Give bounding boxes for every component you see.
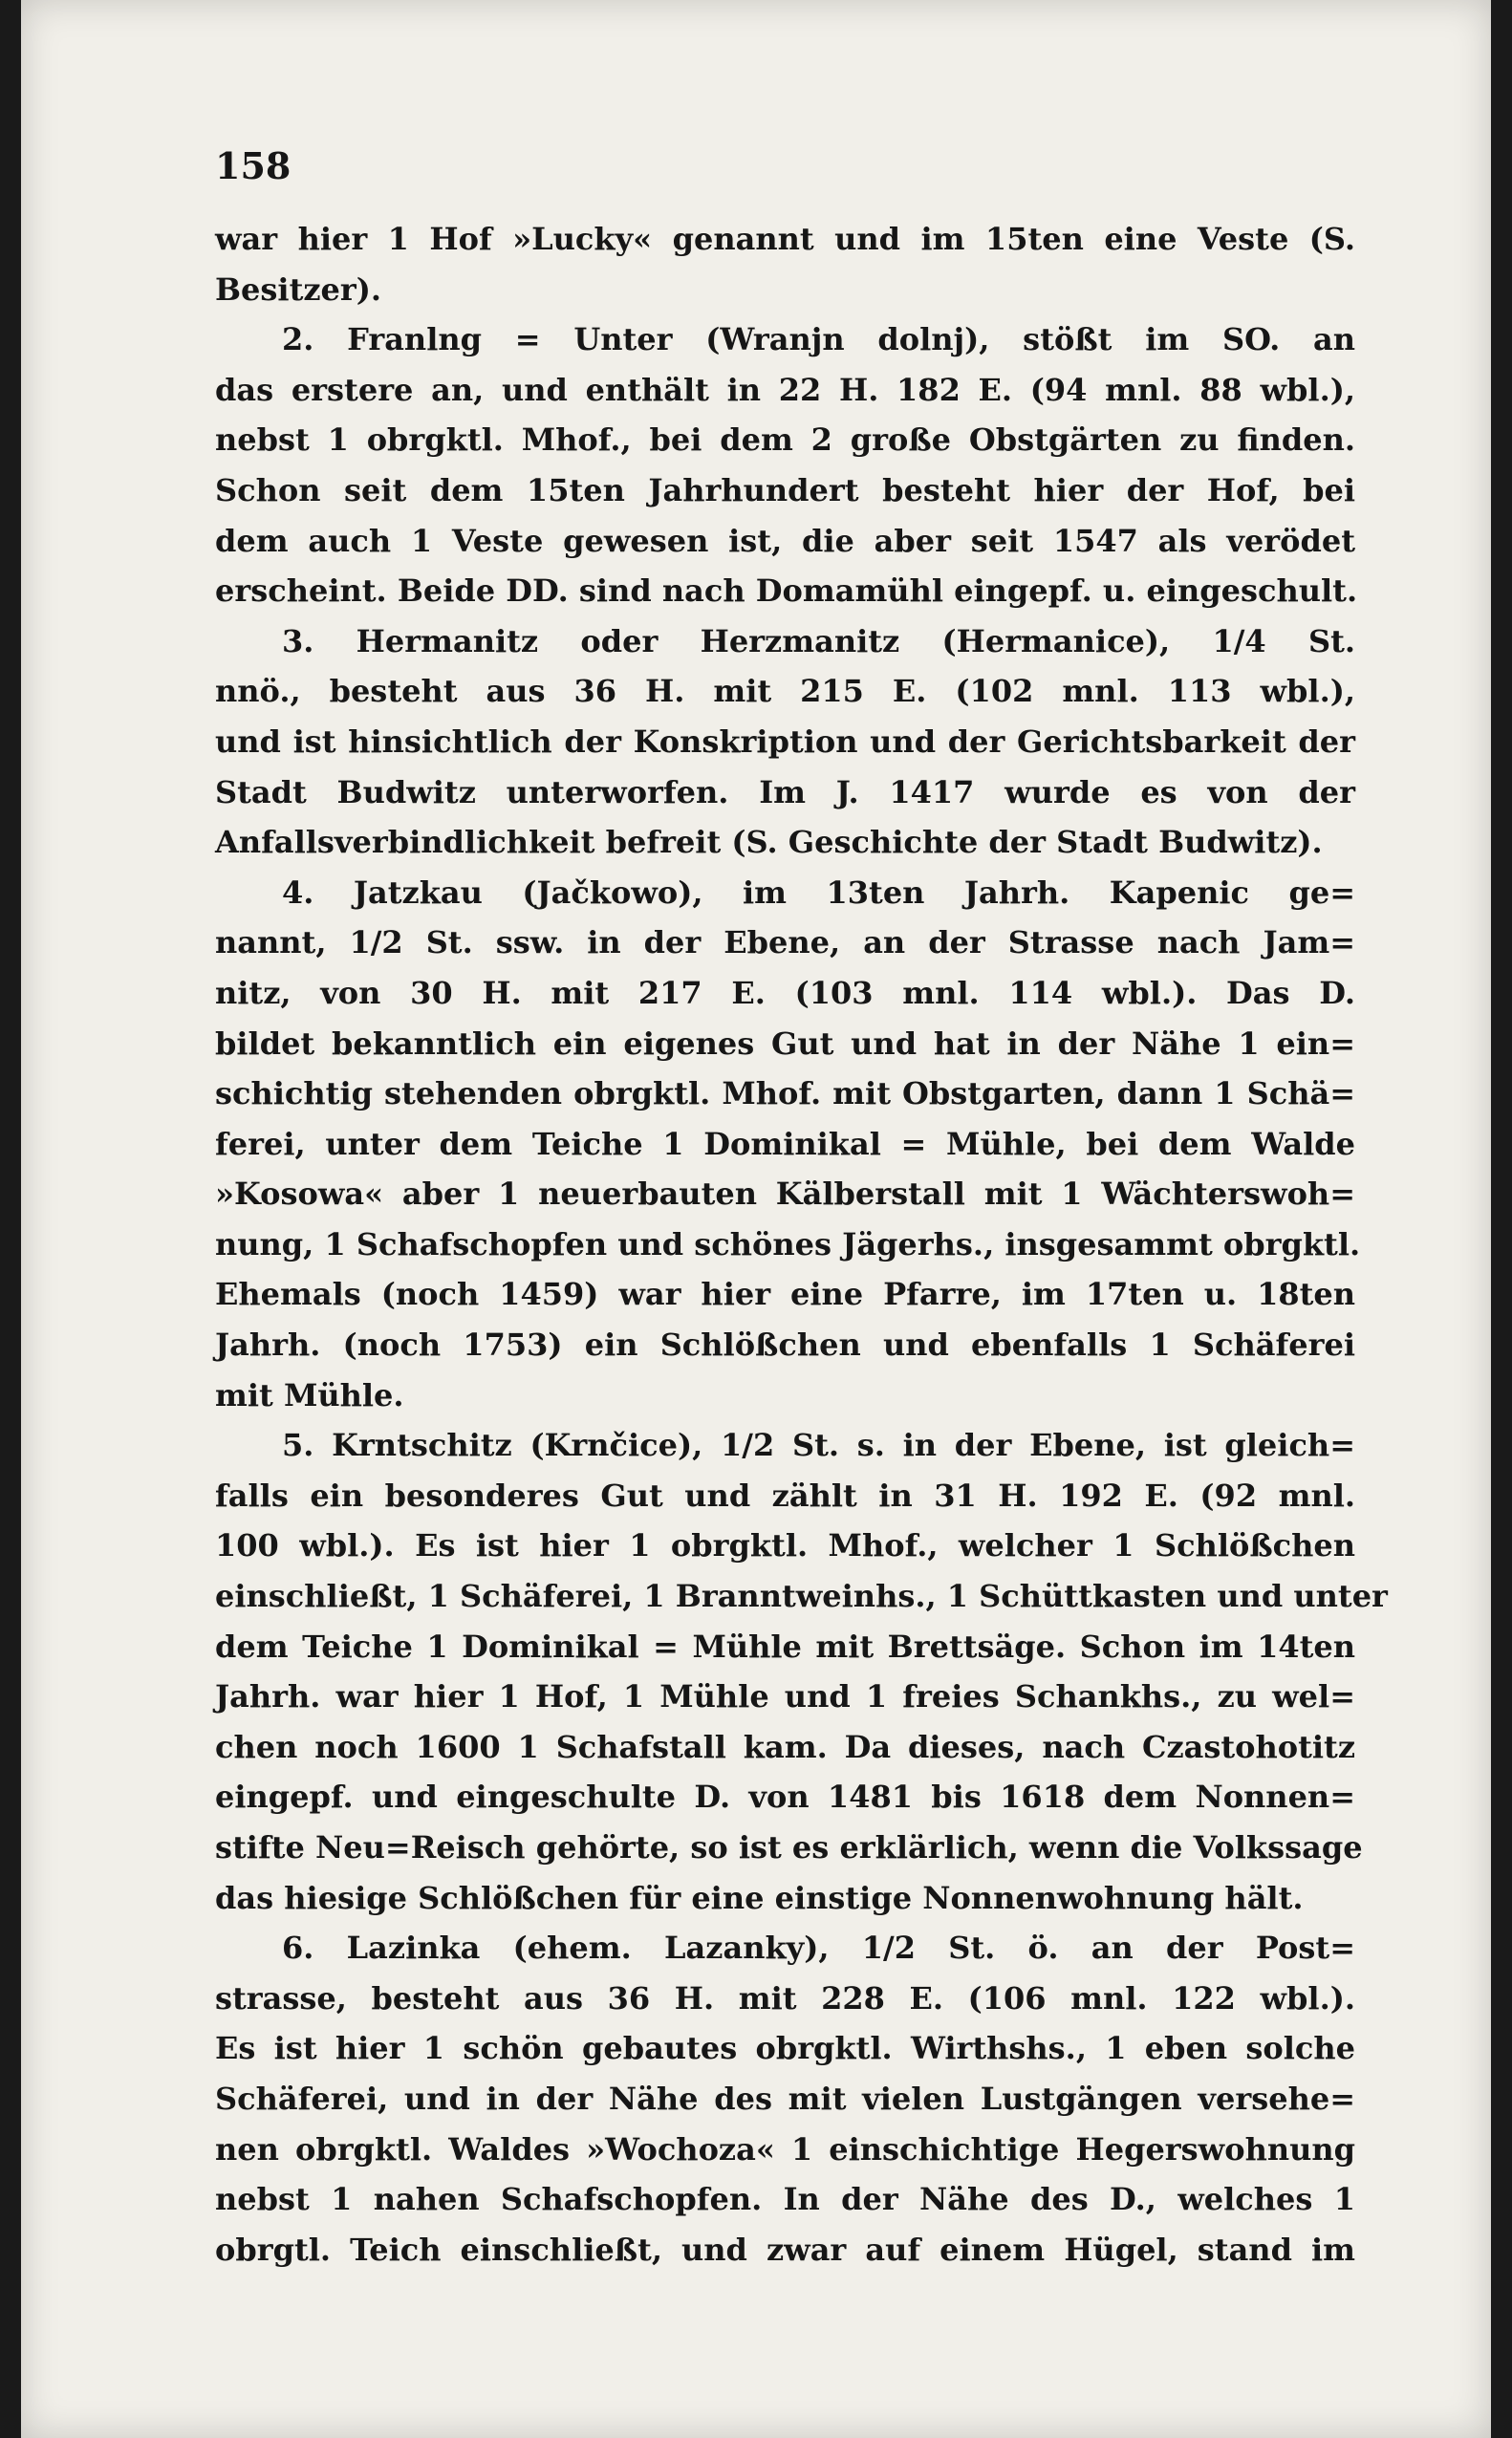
text-line: eingepf. und eingeschulte D. von 1481 bis 1618 dem Nonnen= (215, 1779, 1355, 1816)
text-line: obrgtl. Teich einschließt, und zwar auf einem Hügel, stand im (215, 2231, 1355, 2268)
text-line: ferei, unter dem Teiche 1 Dominikal = Mühle, bei dem Walde (215, 1125, 1355, 1162)
text-line: 5. Krntschitz (Krnčice), 1/2 St. s. in der Ebene, ist gleich= (282, 1427, 1355, 1464)
text-line: Jahrh. war hier 1 Hof, 1 Mühle und 1 freies Schankhs., zu wel= (215, 1678, 1355, 1715)
text-line: dem Teiche 1 Dominikal = Mühle mit Brettsäge. Schon im 14ten (215, 1628, 1355, 1665)
body-text (215, 214, 1388, 2275)
text-line: war hier 1 Hof »Lucky« genannt und im 15ten eine Veste (S. (215, 221, 1355, 257)
text-line: nannt, 1/2 St. ssw. in der Ebene, an der Strasse nach Jam= (215, 924, 1355, 961)
text-line: falls ein besonderes Gut und zählt in 31 H. 192 E. (92 mnl. (215, 1477, 1355, 1514)
text-line: Jahrh. (noch 1753) ein Schlößchen und ebenfalls 1 Schäferei (215, 1327, 1355, 1364)
text-line: 4. Jatzkau (Jačkowo), im 13ten Jahrh. Kapenic ge= (282, 874, 1355, 911)
text-line: stifte Neu=Reisch gehörte, so ist es erklärlich, wenn die Volkssage (215, 1829, 1363, 1866)
text-line: 100 wbl.). Es ist hier 1 obrgktl. Mhof., welcher 1 Schlößchen (215, 1527, 1355, 1564)
text-line: einschließt, 1 Schäferei, 1 Branntweinhs., 1 Schüttkasten und unter (215, 1578, 1388, 1615)
text-line: Anfallsverbindlichkeit befreit (S. Geschichte der Stadt Budwitz). (215, 824, 1323, 861)
text-line: nnö., besteht aus 36 H. mit 215 E. (102 mnl. 113 wbl.), (215, 673, 1355, 710)
text-line: schichtig stehenden obrgktl. Mhof. mit Obstgarten, dann 1 Schä= (215, 1075, 1355, 1112)
text-line: strasse, besteht aus 36 H. mit 228 E. (106 mnl. 122 wbl.). (215, 1979, 1355, 2017)
text-line: nebst 1 nahen Schafschopfen. In der Nähe des D., welches 1 (215, 2181, 1355, 2218)
text-line: nung, 1 Schafschopfen und schönes Jägerhs., insgesammt obrgktl. (215, 1225, 1361, 1262)
text-line: bildet bekanntlich ein eigenes Gut und hat in der Nähe 1 ein= (215, 1025, 1355, 1062)
page-number: 158 (215, 144, 292, 187)
book-page (21, 0, 1491, 2438)
text-line: nebst 1 obrgktl. Mhof., bei dem 2 große Obstgärten zu finden. (215, 421, 1355, 459)
text-line: das erstere an, und enthält in 22 H. 182 E. (94 mnl. 88 wbl.), (215, 371, 1355, 408)
text-block (215, 141, 1388, 2275)
text-line: und ist hinsichtlich der Konskription und der Gerichtsbarkeit der (215, 723, 1355, 760)
text-line: Stadt Budwitz unterworfen. Im J. 1417 wurde es von der (215, 773, 1355, 810)
text-line: 3. Hermanitz oder Herzmanitz (Hermanice), 1/4 St. (282, 622, 1355, 659)
text-line: erscheint. Beide DD. sind nach Domamühl eingepf. u. eingeschult. (215, 572, 1358, 610)
text-line: Schon seit dem 15ten Jahrhundert besteht hier der Hof, bei (215, 471, 1355, 508)
text-line: »Kosowa« aber 1 neuerbauten Kälberstall mit 1 Wächterswoh= (215, 1176, 1355, 1213)
text-line: Es ist hier 1 schön gebautes obrgktl. Wirthshs., 1 eben solche (215, 2030, 1355, 2067)
text-line: Besitzer). (215, 270, 382, 308)
text-line: nitz, von 30 H. mit 217 E. (103 mnl. 114 wbl.). Das D. (215, 974, 1355, 1011)
text-line: 6. Lazinka (ehem. Lazanky), 1/2 St. ö. an der Post= (282, 1930, 1355, 1967)
text-line: Ehemals (noch 1459) war hier eine Pfarre, im 17ten u. 18ten (215, 1276, 1355, 1313)
text-line: Schäferei, und in der Nähe des mit vielen Lustgängen versehe= (215, 2080, 1355, 2117)
text-line: dem auch 1 Veste gewesen ist, die aber seit 1547 als verödet (215, 522, 1355, 559)
text-line: mit Mühle. (215, 1376, 404, 1413)
text-line: chen noch 1600 1 Schafstall kam. Da dieses, nach Czastohotitz (215, 1728, 1355, 1765)
text-line: nen obrgktl. Waldes »Wochoza« 1 einschichtige Hegerswohnung (215, 2130, 1355, 2168)
text-line: 2. Franlng = Unter (Wranjn dolnj), stößt im SO. an (282, 321, 1355, 358)
text-line: das hiesige Schlößchen für eine einstige Nonnenwohnung hält. (215, 1879, 1304, 1916)
